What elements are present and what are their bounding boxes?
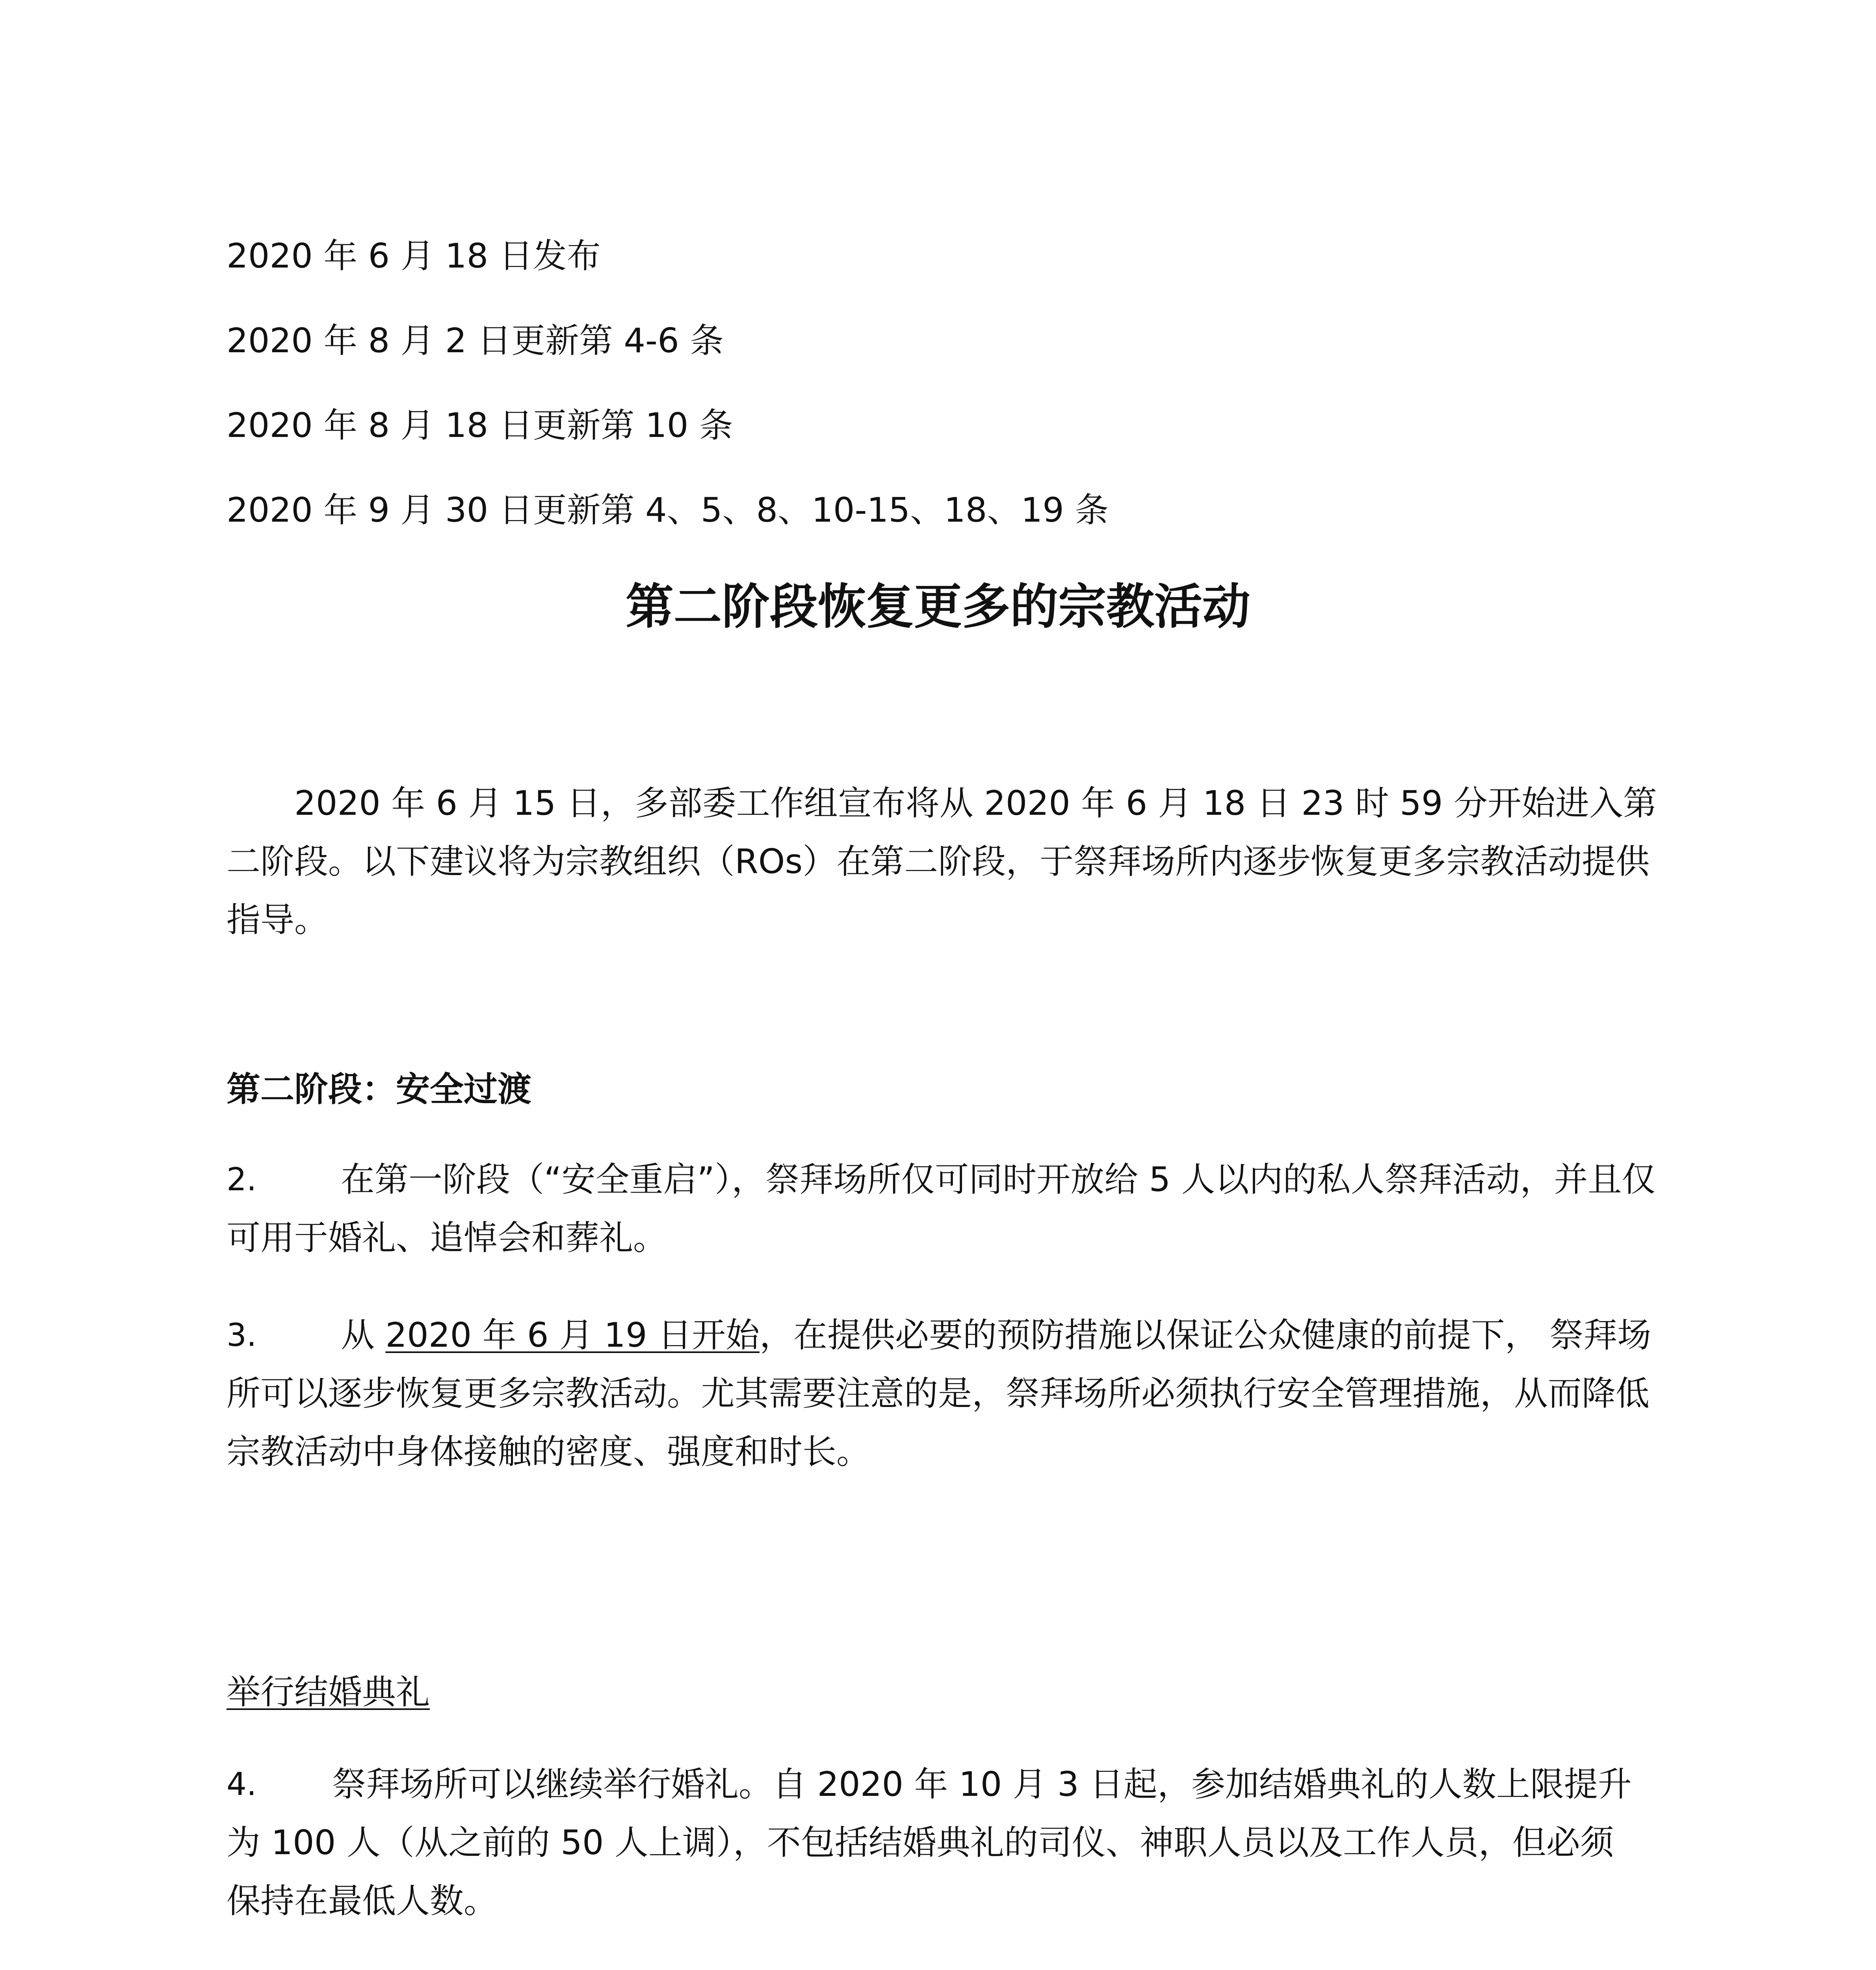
revision-note: 2020 年 8 月 2 日更新第 4-6 条 [227,321,724,361]
revision-note: 2020 年 6 月 18 日发布 [227,236,601,276]
paragraph-3-text [227,1306,1668,1481]
section-heading: 第二阶段：安全过渡 [227,1070,531,1109]
paragraph-3-prefix: 从 [341,1316,386,1355]
paragraph-number: 4. [227,1766,257,1803]
document-title: 第二阶段恢复更多的宗教活动 [626,579,1250,635]
paragraph-2-text: 在第一阶段（“安全重启”），祭拜场所仅可同时开放给 5 人以内的私人祭拜活动，并且仅可用于婚礼、追悼会和葬礼。 [227,1160,1656,1258]
paragraph-3-suffix: ，在提供必要的预防措施以保证公众健康的前提下， 祭拜场所可以逐步恢复更多宗教活动。尤其需要注意的是，祭拜场所必须执行安全管理措施，从而降低宗教活动中身体接触的密度、强度和时长。 [227,1316,1651,1472]
paragraph-number: 3. [227,1317,257,1353]
revision-note: 2020 年 8 月 18 日更新第 10 条 [227,406,733,445]
paragraph-number: 2. [227,1161,257,1198]
paragraph-4-text: 祭拜场所可以继续举行婚礼。自 2020 年 10 月 3 日起，参加结婚典礼的人数上限提升为 100 人（从之前的 50 人上调），不包括结婚典礼的司仪、神职人员以及工作人员，但必须保持在最低人数。 [227,1765,1632,1921]
date-link[interactable]: 2020 年 6 月 19 日开始 [385,1316,760,1355]
revision-note: 2020 年 9 月 30 日更新第 4、5、8、10-15、18、19 条 [227,491,1109,530]
intro-paragraph: 2020 年 6 月 15 日，多部委工作组宣布将从 2020 年 6 月 18 日 23 时 59 分开始进入第二阶段。以下建议将为宗教组织（ROs）在第二阶段，于祭拜场所内逐步恢复更多宗教活动提供指导。 [227,784,1657,940]
subsection-heading: 举行结婚典礼 [227,1673,430,1712]
